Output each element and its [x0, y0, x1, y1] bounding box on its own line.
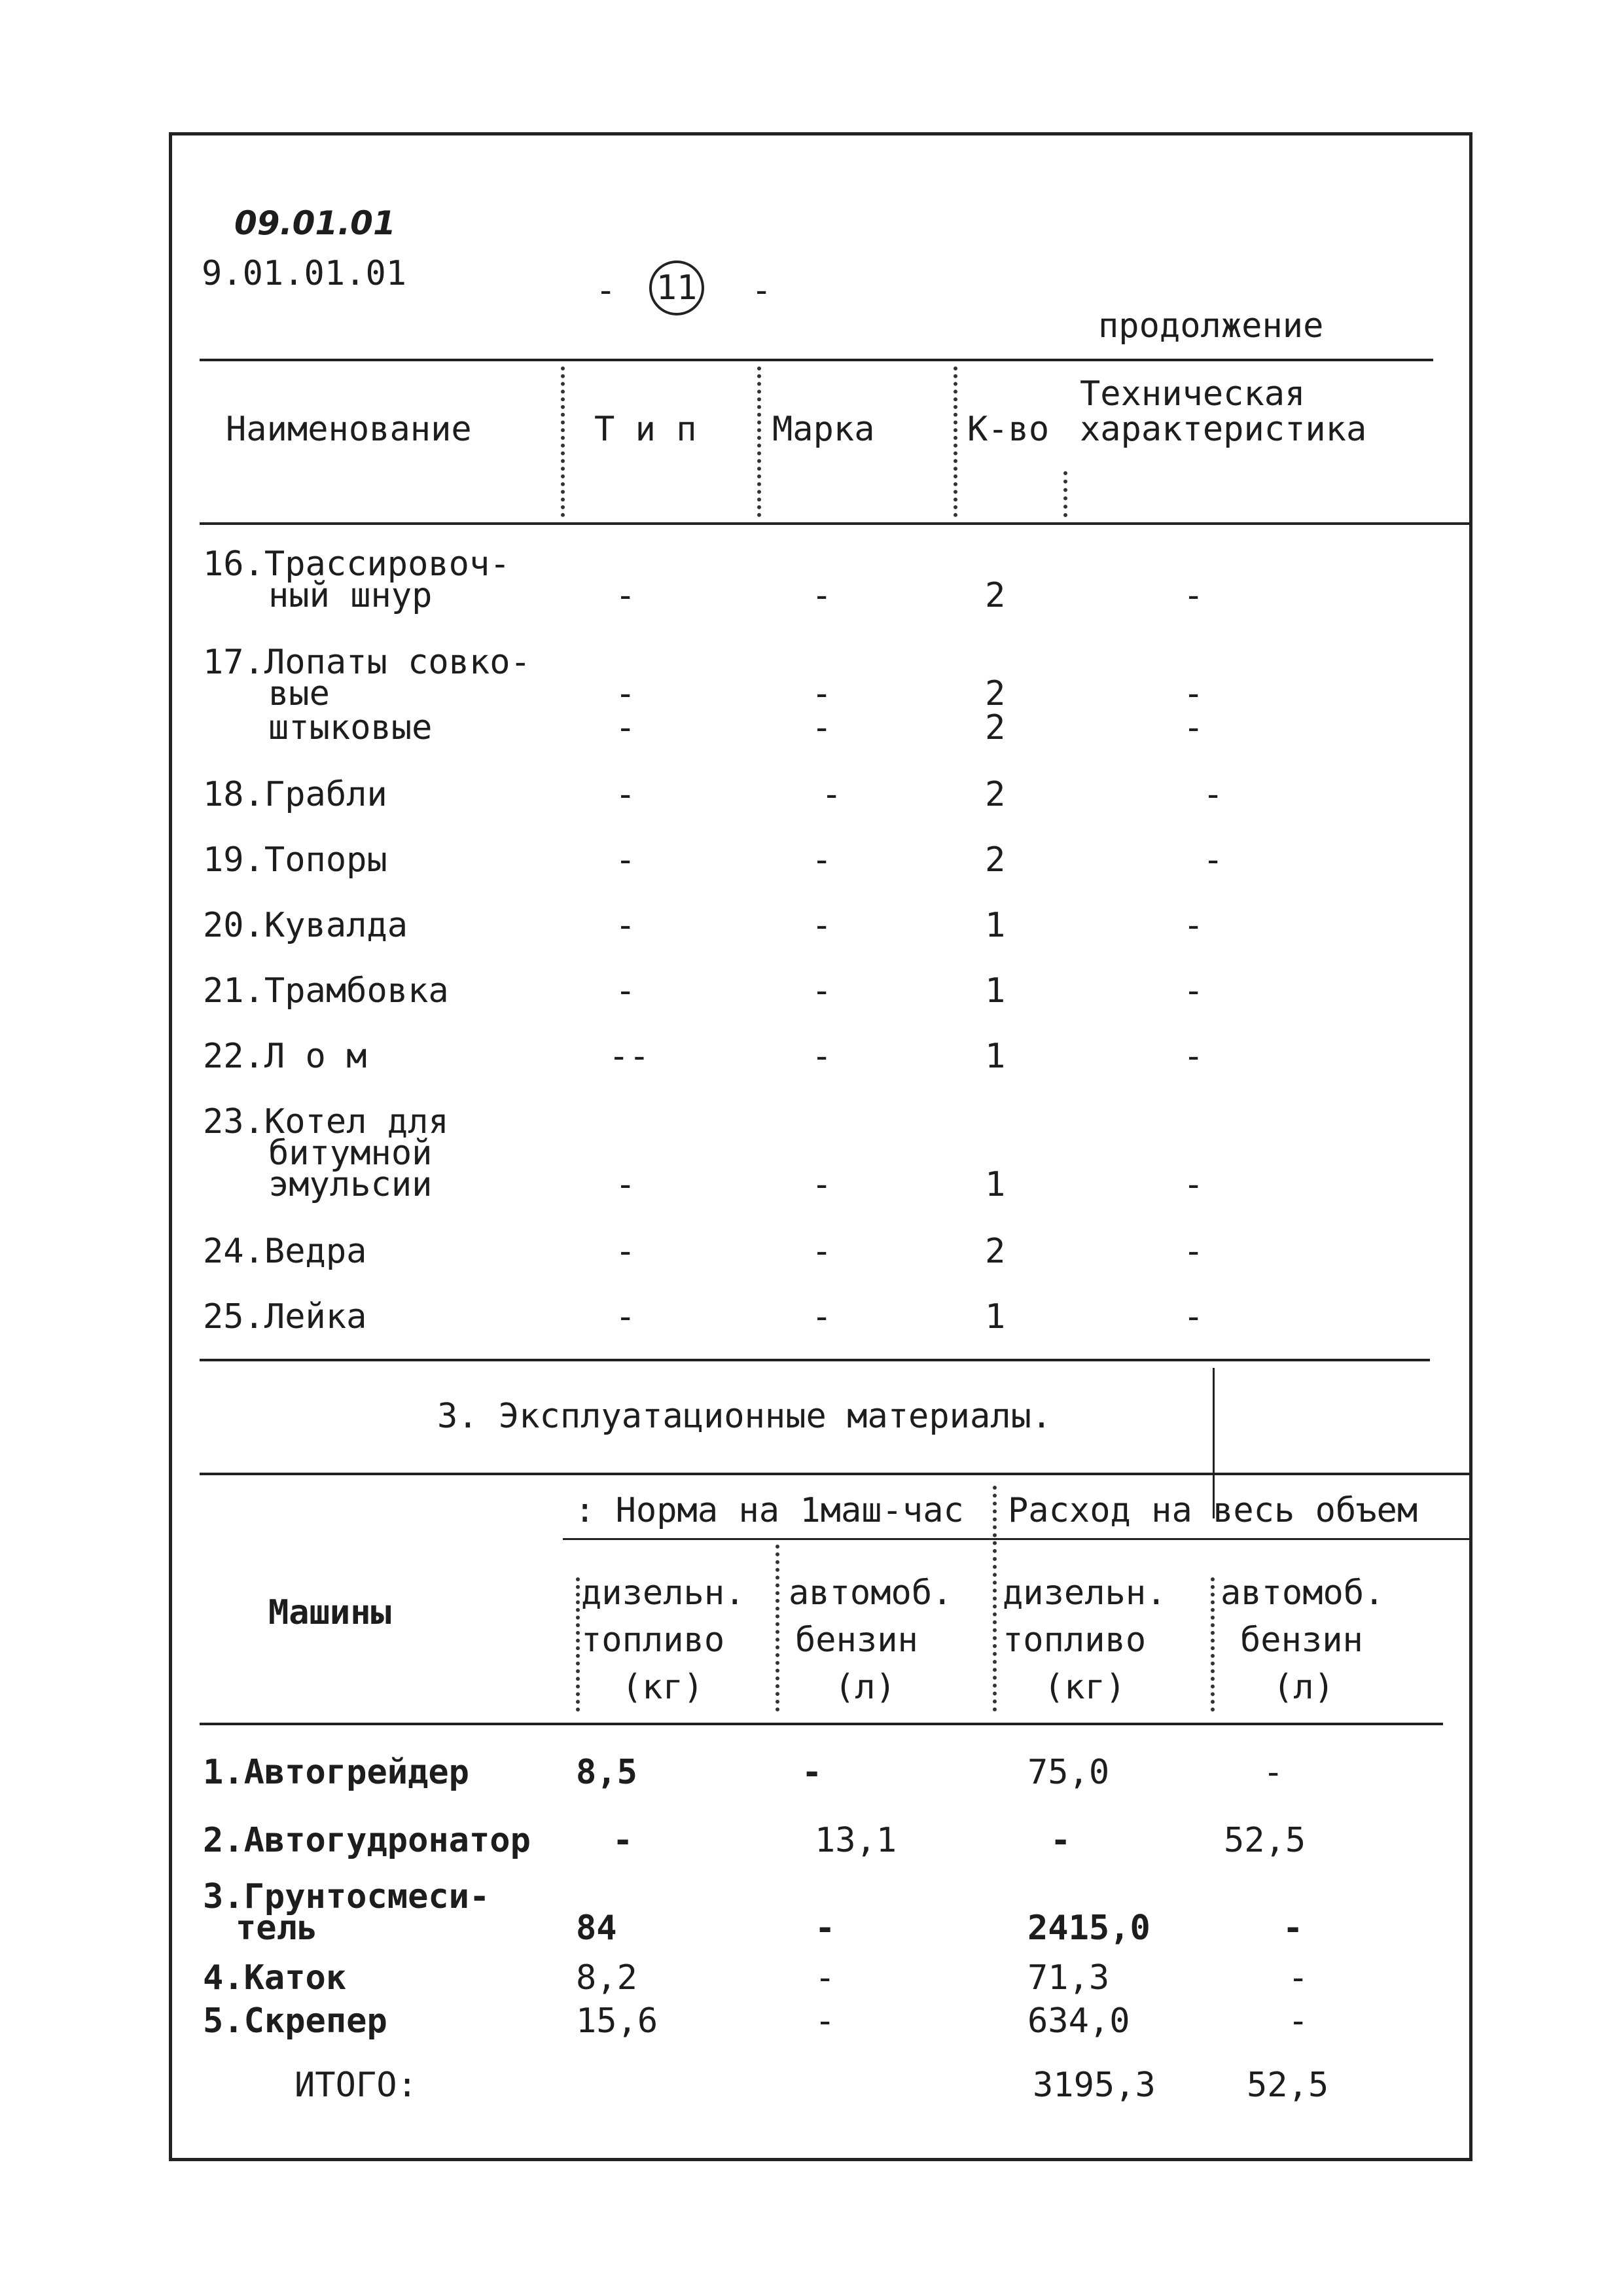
tools-table-bottom-rule	[200, 1359, 1430, 1361]
cons-diesel: 2415,0	[1027, 1909, 1150, 1948]
machine-name-line: 5.Скрепер	[203, 2001, 387, 2041]
col-header-qty: К-во	[967, 410, 1050, 449]
tool-brand: -	[812, 576, 832, 615]
tool-tech: -	[1183, 1037, 1204, 1076]
col-header-name: Наименование	[226, 410, 472, 449]
cons-petrol: -	[1263, 1753, 1284, 1792]
cons-petrol: -	[1288, 1958, 1309, 1998]
tool-name-line: вые	[268, 674, 330, 713]
tool-qty: 1	[985, 1165, 1006, 1204]
total-cons-diesel: 3195,3	[1033, 2066, 1156, 2105]
norm-diesel: 8,2	[576, 1958, 637, 1998]
tool-type: -	[615, 1297, 636, 1336]
tool-name-line: эмульсии	[268, 1165, 433, 1204]
cons-petrol: -	[1283, 1909, 1304, 1948]
tool-tech: -	[1203, 775, 1224, 814]
total-cons-petrol: 52,5	[1247, 2066, 1329, 2105]
tool-name-line: 24.Ведра	[203, 1232, 367, 1271]
tool-type: -	[615, 1232, 636, 1271]
section3-title: 3. Эксплуатационные материалы.	[437, 1397, 1052, 1436]
header-cons-diesel-unit: (кг)	[1044, 1668, 1126, 1707]
tool-tech: -	[1183, 1232, 1204, 1271]
header-cons-diesel-2: топливо	[1003, 1621, 1147, 1660]
tool-tech: -	[1183, 906, 1204, 945]
machine-name-line: тель	[236, 1909, 318, 1948]
machine-name-line: 2.Автогудронатор	[203, 1821, 531, 1860]
tool-brand: -	[812, 971, 832, 1011]
page-dash-right: -	[751, 271, 772, 310]
tool-qty: 2	[985, 674, 1006, 713]
materials-header-bottom-rule	[200, 1723, 1443, 1725]
cons-diesel: 71,3	[1027, 1958, 1110, 1998]
norm-diesel: -	[613, 1821, 633, 1860]
header-norm-diesel-1: дизельн.	[581, 1573, 745, 1613]
tool-name-line: ный шнур	[268, 576, 433, 615]
tool-name-line: 23.Котел для	[203, 1102, 449, 1141]
header-norm-petrol-2: бензин	[795, 1621, 918, 1660]
tool-brand: -	[812, 1037, 832, 1076]
tool-tech: -	[1183, 971, 1204, 1011]
tool-brand: -	[821, 775, 842, 814]
doc-code: 9.01.01.01	[202, 254, 407, 293]
tool-name-line: 20.Кувалда	[203, 906, 408, 945]
materials-col-separator-2	[776, 1545, 779, 1712]
norm-diesel: 8,5	[576, 1753, 637, 1792]
header-norm: : Норма на 1маш-час	[575, 1491, 964, 1530]
tool-name-line: 16.Трассировоч-	[203, 545, 510, 584]
col-separator-2	[757, 367, 761, 517]
page-dash-left: -	[596, 271, 616, 310]
header-cons-diesel-1: дизельн.	[1003, 1573, 1167, 1613]
tool-type: -	[615, 840, 636, 880]
materials-col-separator-3	[993, 1486, 997, 1712]
tool-type: -	[615, 971, 636, 1011]
tool-name-line: битумной	[268, 1134, 433, 1173]
cons-diesel: 634,0	[1027, 2001, 1130, 2041]
col-separator-1	[561, 367, 565, 517]
tool-qty: 1	[985, 1037, 1006, 1076]
tool-qty: 2	[985, 840, 1006, 880]
header-cons-petrol-unit: (л)	[1273, 1668, 1334, 1707]
tool-qty: 2	[985, 576, 1006, 615]
machine-name-line: 4.Каток	[203, 1958, 347, 1998]
tool-tech: -	[1183, 576, 1204, 615]
tool-tech: -	[1203, 840, 1224, 880]
header-norm-petrol-unit: (л)	[834, 1668, 896, 1707]
norm-petrol: 13,1	[815, 1821, 897, 1860]
tool-name-line: штыковые	[268, 708, 433, 747]
tool-type: -	[615, 1165, 636, 1204]
tool-type: -	[615, 775, 636, 814]
tool-qty: 1	[985, 1297, 1006, 1336]
header-norm-petrol-1: автомоб.	[789, 1573, 953, 1613]
tool-tech: -	[1183, 1297, 1204, 1336]
materials-col-separator-4	[1211, 1577, 1215, 1712]
cons-petrol: 52,5	[1224, 1821, 1306, 1860]
norm-diesel: 84	[576, 1909, 617, 1948]
header-consumption: Расход на весь объем	[1008, 1491, 1418, 1530]
tool-qty: 1	[985, 906, 1006, 945]
tool-type: -	[615, 674, 636, 713]
tool-brand: -	[812, 708, 832, 747]
tool-name-line: 19.Топоры	[203, 840, 387, 880]
tool-tech: -	[1183, 708, 1204, 747]
norm-petrol: -	[802, 1753, 823, 1792]
tool-name-line: 22.Л о м	[203, 1037, 367, 1076]
tool-name-line: 25.Лейка	[203, 1297, 367, 1336]
header-norm-diesel-unit: (кг)	[622, 1668, 704, 1707]
col-header-tech-2: характеристика	[1080, 410, 1367, 449]
tool-brand: -	[812, 906, 832, 945]
header-norm-diesel-2: топливо	[581, 1621, 725, 1660]
continuation-label: продолжение	[1098, 306, 1324, 346]
tool-type: -	[615, 708, 636, 747]
cons-petrol: -	[1288, 2001, 1309, 2041]
col-separator-3	[954, 367, 957, 517]
tool-type: --	[609, 1037, 650, 1076]
machine-name-line: 3.Грунтосмеси-	[203, 1877, 490, 1916]
tools-header-bottom-rule	[200, 522, 1472, 525]
col-header-type: Т и п	[594, 410, 697, 449]
tool-type: -	[615, 906, 636, 945]
header-cons-petrol-1: автомоб.	[1221, 1573, 1385, 1613]
tool-qty: 2	[985, 775, 1006, 814]
tool-name-line: 17.Лопаты совко-	[203, 643, 531, 682]
tool-tech: -	[1183, 1165, 1204, 1204]
header-machines: Машины	[268, 1593, 391, 1632]
col-separator-4	[1063, 471, 1067, 517]
tool-type: -	[615, 576, 636, 615]
tool-brand: -	[812, 840, 832, 880]
tool-name-line: 21.Трамбовка	[203, 971, 449, 1011]
norm-petrol: -	[815, 1909, 836, 1948]
page-number: 11	[649, 260, 704, 315]
tools-header-top-rule	[200, 359, 1433, 361]
materials-col-separator-1	[576, 1577, 580, 1712]
norm-petrol: -	[815, 1958, 836, 1998]
header-cons-petrol-2: бензин	[1240, 1621, 1363, 1660]
cons-diesel: 75,0	[1027, 1753, 1110, 1792]
norm-diesel: 15,6	[576, 2001, 658, 2041]
col-header-tech-1: Техническая	[1080, 374, 1306, 414]
tool-brand: -	[812, 1165, 832, 1204]
tool-brand: -	[812, 674, 832, 713]
materials-subheader-rule	[563, 1538, 1472, 1540]
machine-name-line: 1.Автогрейдер	[203, 1753, 469, 1792]
tool-qty: 2	[985, 708, 1006, 747]
handwritten-code: 09.01.01	[234, 204, 396, 242]
tool-name-line: 18.Грабли	[203, 775, 387, 814]
tool-tech: -	[1183, 674, 1204, 713]
total-label: ИТОГО:	[294, 2066, 418, 2105]
tool-brand: -	[812, 1297, 832, 1336]
tool-qty: 1	[985, 971, 1006, 1011]
col-header-brand: Марка	[772, 410, 875, 449]
tool-brand: -	[812, 1232, 832, 1271]
norm-petrol: -	[815, 2001, 836, 2041]
materials-header-top-rule	[200, 1473, 1472, 1475]
tool-qty: 2	[985, 1232, 1006, 1271]
cons-diesel: -	[1050, 1821, 1071, 1860]
